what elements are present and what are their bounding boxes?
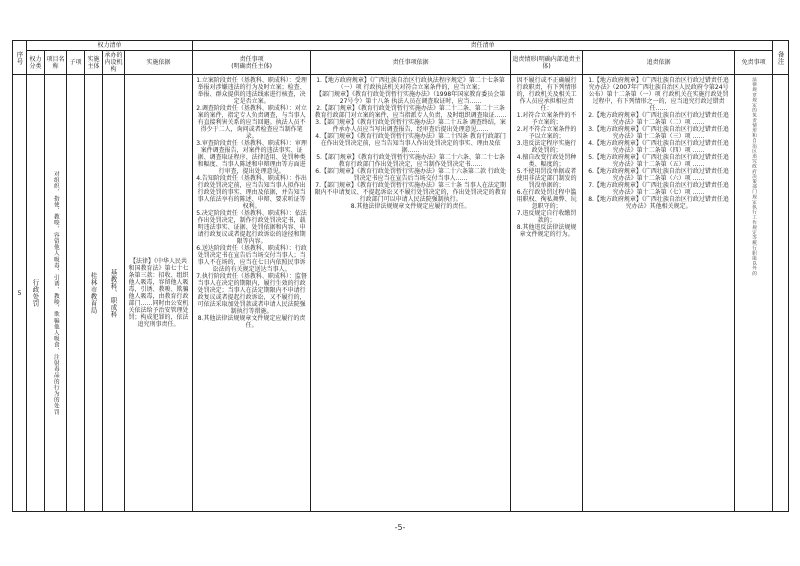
cell-seq: 5: [13, 75, 27, 512]
header-duty-items: [193, 51, 311, 75]
header-seq: 序号: [13, 41, 27, 75]
header-duty-items-sub: (明确责任主体): [231, 62, 272, 70]
cell-fault-basis: 1.【地方政府规章】《广西壮族自治区行政过错责任追究办法》（2007年广西壮族自治区人民政府令第24号公布）第十二条第（一）项 行政机关在实施行政处罚过程中，有下列情形之一的，应当追究行政过错责任…… 2.【地方政府规章】《广西壮族自治区行政过错责任追究办法》第十二条第（二）项 …… 3.【地方政府规章】《广西壮族自治区行政过错责任追究办法》第十二条第（三）项 …… 4.【地方政府规章】《广西壮族自治区行政过错责任追究办法》第十二条第（四）项 …… 5.【地方政府规章】《广西壮族自治区行政过错责任追究办法》第十二条第（五）项 …… 6.【地方政府规章】《广西壮族自治区行政过错责任追究办法》第十二条第（六）项 …… 7.【地方政府规章】《广西壮族自治区行政过错责任追究办法》第十二条第（七）项 …… 8.【地方政府规章】《广西壮族自治区行政过错责任追究办法》其他相关规定。: [583, 75, 735, 512]
header-dept: 承办的内设机构: [104, 52, 123, 73]
header-row-1: [13, 41, 789, 51]
cell-exempt: 法律规章规定的免责情形和自治区追究政府决策部门规定执行工作规定等履行职能以外的: [735, 75, 773, 512]
cell-remark: [773, 75, 789, 512]
cell-dept: 基教科、职成科: [103, 75, 125, 512]
cell-duty-basis: 1.【地方政府规章】《广西壮族自治区行政执法程序规定》第二十七条第（一）项 行政执法机关对符合立案条件的，应当立案； 【部门规章】《教育行政处罚暂行实施办法》（1998年国家教育委员会第27号令）第十八条 执法人员在调查取证时，应当…… 2.【部门规章】《教育行政处罚暂行实施办法》第二十二条、第二十三条 教育行政部门对立案的案件，应当指派专人负责，及时组织调查取证…… 3.【部门规章】《教育行政处罚暂行实施办法》第二十五条 调查终结，案件承办人员应当写出调查报告，经审查后提出处理意见…… 4.【部门规章】《教育行政处罚暂行实施办法》第二十四条 教育行政部门在作出处罚决定前，应当告知当事人作出处罚决定的事实、理由及依据…… 5.【部门规章】《教育行政处罚暂行实施办法》第二十六条、第二十七条 教育行政部门作出处罚决定，应当制作处罚决定书…… 6.【部门规章】《教育行政处罚暂行实施办法》第二十六条第二款 行政处罚决定书应当在宣告后当场交付当事人…… 7.【部门规章】《教育行政处罚暂行实施办法》第三十条 当事人在法定期限内不申请复议、不提起诉讼又不履行处罚决定的，作出处罚决定的教育行政部门可以申请人民法院强制执行。 8.其他法律法规规章文件规定应履行的责任。: [311, 75, 511, 512]
header-duty-list: 责任清单: [193, 41, 773, 51]
header-fault-items: 追责情形(明确内部追责主体): [511, 51, 583, 75]
cell-basis: 【法律】《中华人民共和国教育法》第七十七条第三款：招收、组织他人吸毒，容留他人吸毒，引诱、教唆、欺骗他人吸毒，由教育行政部门……同时由公安机关依法给予治安管理处罚；构成犯罪的，依法追究刑事责任。: [125, 75, 193, 512]
header-basis: 实施依据: [125, 51, 193, 75]
cell-fault-items: 因不履行或不正确履行行政职责，有下列情形的，行政机关及相关工作人员应承担相应责任： 1.对符合立案条件的不予立案的； 2.对不符合立案条件的予以立案的； 3.违反法定程序实施行政处罚的； 4.擅自改变行政处罚种类、幅度的； 5.不使用罚没单据或者使用非法定部门制发的罚没单据的； 6.在行政处罚过程中滥用职权、徇私舞弊、玩忽职守的； 7.违反规定自行收缴罚款的； 8.其他违反法律法规规章文件规定的行为。: [511, 75, 583, 512]
header-power-list: 权力清单: [27, 41, 193, 51]
header-exempt: 免责事项: [735, 51, 773, 75]
cell-duty-items: 1.立案阶段责任（基教科、职成科）：受理举报对涉嫌违法的行为及时立案；检查、举报、群众提供的违法线索进行核查，决定是否立案。 2.调查阶段责任（基教科、职成科）：对立案的案件，指定专人负责调查，与当事人有直接利害关系的应当回避。执法人员不得少于二人，询问或者检查应当制作笔录。 3.审查阶段责任（基教科、职成科）：审理案件调查报告，对案件的违法事实、证据、调查取证程序、法律适用、处罚种类和幅度、当事人陈述和申辩理由等方面进行审查，提出处理意见。 4.告知阶段责任（基教科、职成科）：作出行政处罚决定前，应当告知当事人拟作出行政处罚的事实、理由及依据，并告知当事人依法享有的陈述、申辩、要求听证等权利。 5.决定阶段责任（基教科、职成科）：依法作出处罚决定，制作行政处罚决定书，载明违法事实、证据、处罚依据和内容、申请行政复议或者提起行政诉讼的途径和期限等内容。 6.送达阶段责任（基教科、职成科）：行政处罚决定书在宣告后当场交付当事人；当事人不在场的，应当在七日内依照民事诉讼法的有关规定送达当事人。 7.执行阶段责任（基教科、职成科）：监督当事人在决定的期限内，履行生效的行政处罚决定；当事人在法定期限内不申请行政复议或者提起行政诉讼，又不履行的，可依法采取加处罚款或者申请人民法院强制执行等措施。 8.其他法律法规规章文件规定应履行的责任。: [193, 75, 311, 512]
header-power-type: 权力分类: [27, 51, 45, 75]
cell-power-type: 行政处罚: [27, 75, 45, 512]
header-sub-item: 子项: [67, 51, 85, 75]
header-duty-items-title: 责任事项: [239, 55, 264, 63]
cell-subject: 桂林市教育局: [85, 75, 103, 512]
power-duty-table: [12, 40, 789, 512]
header-remark: 备注: [773, 41, 789, 75]
header-duty-basis: 责任事项依据: [311, 51, 511, 75]
header-fault-basis: 追责依据: [583, 51, 735, 75]
table-row: [13, 75, 789, 512]
cell-sub-item: [67, 75, 85, 512]
header-item-name: 项目名称: [45, 51, 67, 75]
header-row-2: [13, 51, 789, 75]
cell-item-name: 对组织、指使、教唆、容留他人吸毒、引诱、教唆、欺骗他人吸食、注射毒品的行为的处罚: [45, 75, 67, 512]
page-number: -5-: [394, 523, 406, 532]
header-subject: 实施主体: [85, 51, 103, 75]
